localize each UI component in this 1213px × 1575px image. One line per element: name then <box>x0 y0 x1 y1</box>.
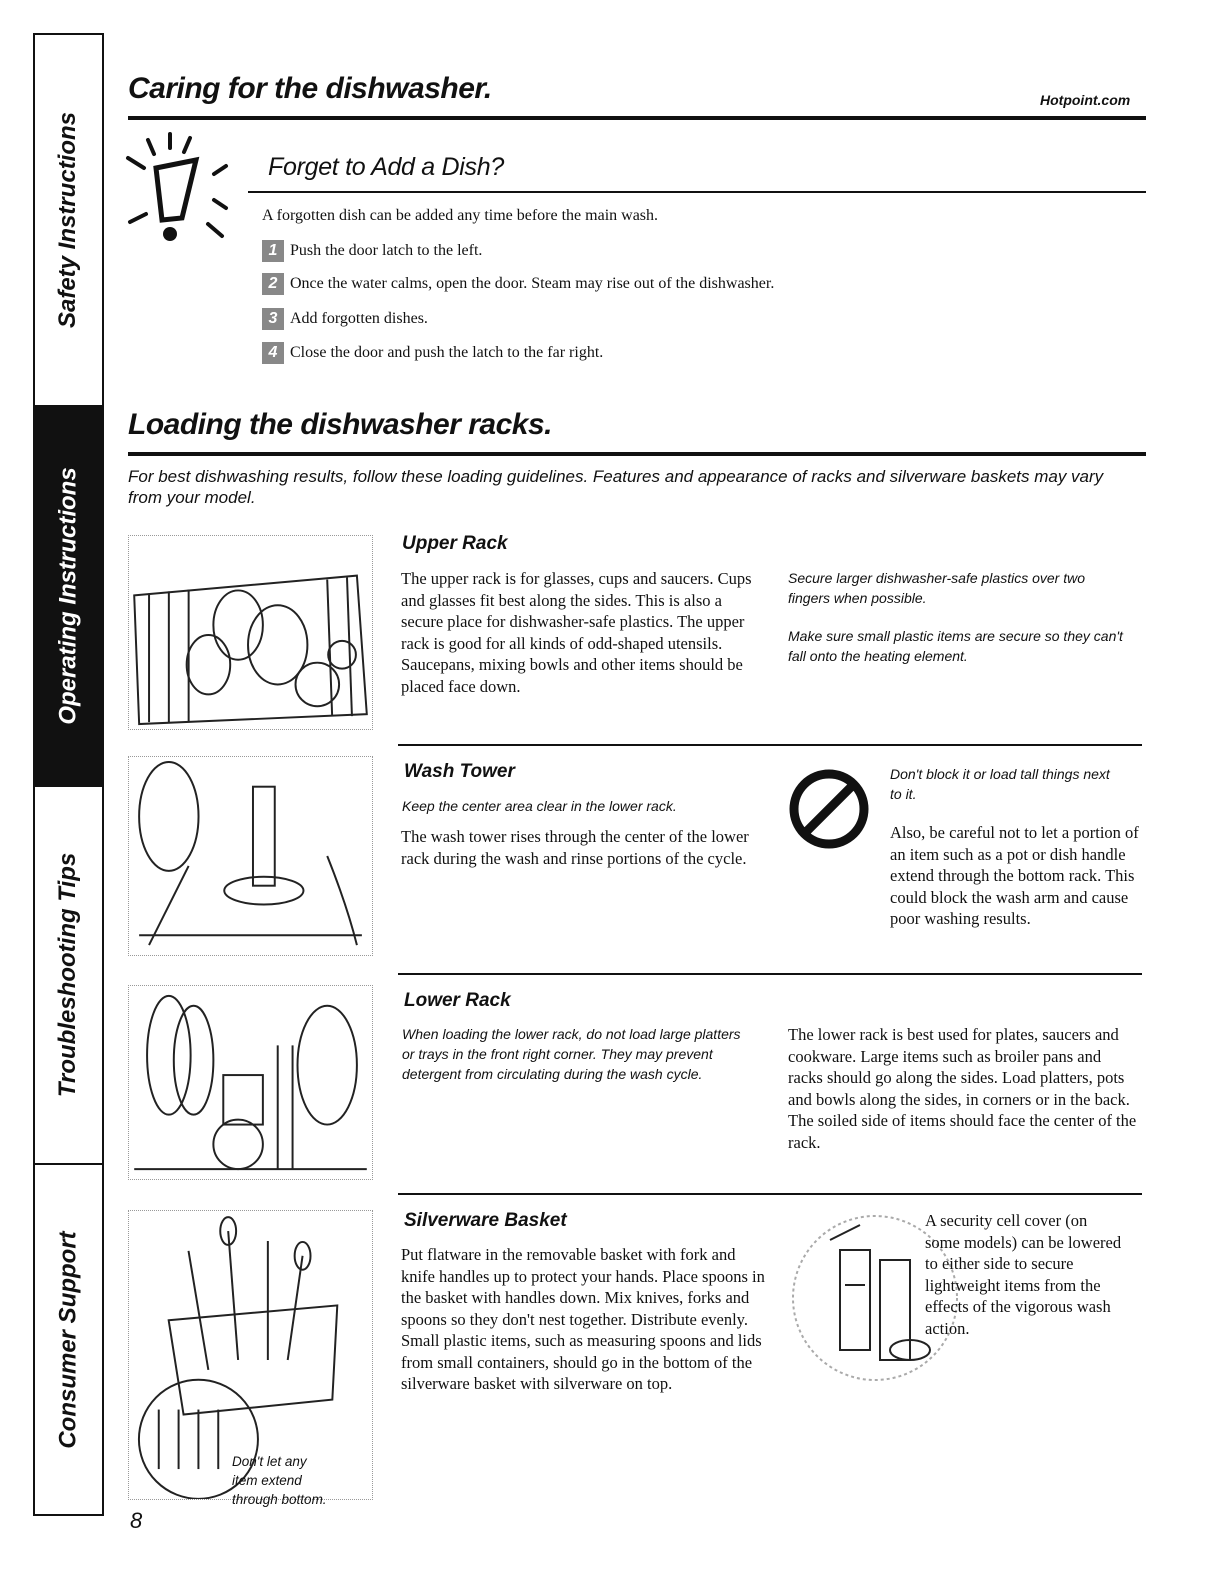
loading-rule <box>128 452 1146 456</box>
step-text: Once the water calms, open the door. Steam may rise out of the dishwasher. <box>290 275 775 292</box>
tab-label: Consumer Support <box>54 1230 82 1449</box>
tab-troubleshooting-tips[interactable] <box>35 787 102 1165</box>
upper-rack-note-small-items: Make sure small plastic items are secure so they can't fall onto the heating element. <box>788 628 1123 664</box>
lower-rack-note: When loading the lower rack, do not load large platters or trays in the front right corner. They may prevent detergent from circulating during the wash cycle. <box>402 1026 741 1082</box>
wash-tower-warning-body: Also, be careful not to let a portion of an item such as a pot or dish handle extend through the bottom rack. This could block the wash arm and cause poor washing results. <box>890 823 1139 928</box>
upper-rack-illustration <box>128 535 373 730</box>
silverware-caption: Don't let any item extend through bottom. <box>232 1454 327 1507</box>
upper-rack-title: Upper Rack <box>402 533 508 554</box>
forget-rule <box>248 191 1146 193</box>
wash-tower-note: Keep the center area clear in the lower rack. <box>402 798 677 814</box>
step-3 <box>262 308 428 330</box>
wash-tower-body: The wash tower rises through the center of the lower rack during the wash and rinse portions of the cycle. <box>401 827 749 868</box>
tab-label: Safety Instructions <box>54 111 82 329</box>
lower-rack-title: Lower Rack <box>404 990 511 1011</box>
step-number-badge: 2 <box>262 273 284 295</box>
silverware-body: Put flatware in the removable basket with fork and knife handles up to protect your hands. Place spoons in the basket with handles down. Mix knives, forks and spoons so they don't nest together. Distribute evenly. Small plastic items, such as measuring spoons and lids from small containers, should go in the bottom of the silverware basket with silverware on top. <box>401 1245 765 1393</box>
step-number-badge: 1 <box>262 240 284 262</box>
tab-safety-instructions[interactable] <box>35 35 102 407</box>
step-number-badge: 3 <box>262 308 284 330</box>
step-1 <box>262 240 482 262</box>
step-number-badge: 4 <box>262 342 284 364</box>
step-text: Add forgotten dishes. <box>290 310 428 327</box>
tab-label: Operating Instructions <box>54 467 82 725</box>
forget-dish-title: Forget to Add a Dish? <box>268 153 504 181</box>
wash-tower-title: Wash Tower <box>404 761 515 782</box>
step-text: Push the door latch to the left. <box>290 242 483 259</box>
upper-rack-rule <box>398 744 1142 746</box>
upper-rack-body: The upper rack is for glasses, cups and saucers. Cups and glasses fit best along the sides. This is also a secure place for dishwasher-safe plastics. The upper rack is good for all kinds of odd-shaped utensils. Saucepans, mixing bowls and other items should be placed face down. <box>401 569 752 696</box>
upper-rack-note-plastics: Secure larger dishwasher-safe plastics over two fingers when possible. <box>788 570 1085 606</box>
no-symbol-icon <box>785 765 873 853</box>
tab-consumer-support[interactable] <box>35 1165 102 1514</box>
sidebar-nav <box>33 33 104 1516</box>
step-2 <box>262 273 774 295</box>
step-4 <box>262 342 603 364</box>
lower-rack-body: The lower rack is best used for plates, saucers and cookware. Large items such as broiler pans and racks should go along the sides. Load platters, pots and bowls along the sides, in corners or in the back. The soiled side of items should face the center of the rack. <box>788 1025 1137 1152</box>
security-cell-cover-text: A security cell cover (on some models) can be lowered to either side to secure lightweight items from the effects of the vigorous wash action. <box>925 1211 1122 1338</box>
site-link[interactable]: Hotpoint.com <box>1040 92 1131 108</box>
loading-intro: For best dishwashing results, follow these loading guidelines. Features and appearance of racks and silverware baskets may vary from your model. <box>128 467 1104 507</box>
lower-rack-illustration <box>128 985 373 1180</box>
tab-operating-instructions[interactable] <box>35 407 102 787</box>
forget-intro: A forgotten dish can be added any time before the main wash. <box>262 207 659 224</box>
tab-label: Troubleshooting Tips <box>54 852 82 1098</box>
wash-tower-illustration <box>128 756 373 956</box>
wash-tower-warning-note: Don't block it or load tall things next to it. <box>890 766 1110 802</box>
lower-rack-rule <box>398 1193 1142 1195</box>
loading-title: Loading the dishwasher racks. <box>128 408 552 441</box>
page-number: 8 <box>130 1508 143 1533</box>
page-title: Caring for the dishwasher. <box>128 72 492 105</box>
wash-tower-rule <box>398 973 1142 975</box>
lightbulb-icon <box>118 130 258 250</box>
silverware-title: Silverware Basket <box>404 1210 567 1231</box>
title-rule <box>128 116 1146 120</box>
step-text: Close the door and push the latch to the far right. <box>290 344 604 361</box>
